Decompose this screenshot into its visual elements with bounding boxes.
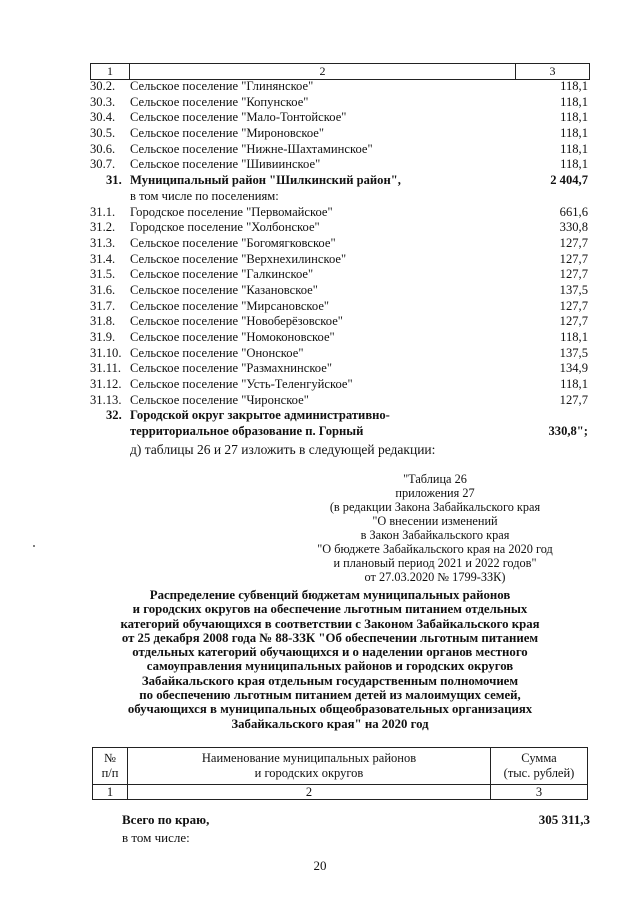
row-number: 31.	[106, 173, 122, 188]
row-name: Сельское поселение "Номоконовское"	[130, 330, 335, 344]
title-line: и городских округов на обеспечение льготным питанием отдельных	[132, 602, 528, 617]
row-value: 118,1	[560, 79, 588, 93]
row-name: Сельское поселение "Богомягковское"	[130, 235, 336, 250]
row-value: 127,7	[559, 314, 588, 329]
title-line: обучающихся в муниципальных общеобразовательных организациях	[127, 702, 533, 717]
index-col-2: 2	[130, 64, 516, 79]
row-value: 127,7	[559, 235, 588, 250]
table-row	[90, 377, 590, 393]
col-number-header	[93, 748, 128, 785]
table-row	[90, 189, 590, 205]
table-row	[90, 205, 590, 221]
page-number: 20	[313, 858, 327, 873]
table-row	[90, 346, 590, 362]
row-name: территориальное образование п. Горный	[130, 424, 364, 439]
row-value: 137,5	[559, 282, 588, 297]
row-value: 661,6	[559, 204, 588, 219]
scan-speck	[33, 545, 35, 547]
table-row	[90, 299, 590, 315]
title-line: категорий обучающихся в соответствии с Законом Забайкальского края	[120, 616, 540, 631]
row-value: 134,9	[559, 361, 588, 376]
row-number: 30.3.	[90, 94, 116, 109]
table-row	[90, 173, 590, 189]
row-name: Городское поселение "Холбонское"	[130, 220, 320, 235]
col-name-line1: Наименование муниципальных районов	[201, 751, 417, 765]
row-name: Сельское поселение "Новоберёзовское"	[130, 314, 343, 329]
header-note-line: "Таблица 26	[403, 472, 467, 486]
row-name: Сельское поселение "Копунское"	[130, 94, 309, 109]
row-number: 30.7.	[90, 157, 116, 172]
table-row	[90, 361, 590, 377]
allocation-table	[90, 79, 590, 440]
row-value: 118,1	[560, 94, 588, 109]
table-row	[90, 393, 590, 409]
table-row	[90, 314, 590, 330]
col-sum-line1: Сумма	[521, 751, 557, 765]
row-number: 30.5.	[90, 126, 116, 141]
row-name: Городское поселение "Первомайское"	[130, 204, 333, 219]
including-text: в том числе:	[122, 830, 190, 845]
header-note-line: приложения 27	[395, 486, 475, 500]
table-row	[90, 424, 590, 440]
table-row	[90, 236, 590, 252]
row-number: 31.10.	[90, 345, 122, 360]
table-row	[90, 142, 590, 158]
row-number: 31.9.	[90, 330, 116, 344]
header-note-line: от 27.03.2020 № 1799-ЗЗК)	[364, 570, 506, 584]
table-row	[90, 330, 590, 346]
table-row	[90, 408, 590, 424]
row-value: 118,1	[560, 157, 588, 172]
subvention-table-header	[92, 747, 588, 800]
row-number: 31.7.	[90, 298, 116, 313]
row-number: 31.6.	[90, 282, 116, 297]
table-index-header	[90, 63, 590, 80]
row-value: 127,7	[559, 267, 588, 282]
table-row	[90, 110, 590, 126]
row-name: Городской округ закрытое административно-	[130, 408, 390, 423]
row-number: 30.4.	[90, 110, 116, 125]
index-col-1: 1	[91, 64, 130, 79]
title-line: по обеспечению льготным питанием детей из малоимущих семей,	[139, 688, 521, 703]
row-number: 31.11.	[90, 361, 122, 376]
row-name: Сельское поселение "Мирсановское"	[130, 298, 330, 313]
row-value: 118,1	[560, 377, 588, 392]
index-cell-3: 3	[491, 785, 588, 800]
header-note-line: "О внесении изменений	[372, 514, 498, 528]
total-label: Всего по краю,	[122, 812, 210, 827]
row-name: Сельское поселение "Мало-Тонтойское"	[130, 110, 347, 125]
title-line: Распределение субвенций бюджетам муниципальных районов	[149, 588, 511, 602]
row-name: Сельское поселение "Нижне-Шахтаминское"	[130, 141, 373, 156]
row-value: 330,8";	[548, 424, 588, 439]
instruction-text: д) таблицы 26 и 27 изложить в следующей редакции:	[130, 442, 436, 457]
row-number: 30.6.	[90, 141, 116, 156]
row-number: 31.5.	[90, 267, 116, 282]
col-sum-line2: (тыс. рублей)	[503, 766, 575, 780]
row-number: 31.12.	[90, 377, 122, 392]
header-note-line: и плановый период 2021 и 2022 годов"	[333, 556, 537, 570]
table-row	[90, 283, 590, 299]
title-line: Забайкальского края" на 2020 год	[231, 716, 429, 731]
table-title	[95, 588, 565, 731]
header-note-line: в Закон Забайкальского края	[360, 528, 510, 542]
row-value: 118,1	[560, 126, 588, 141]
table-row	[90, 157, 590, 173]
header-note-line: (в редакции Закона Забайкальского края	[329, 500, 541, 514]
row-name: в том числе по поселениям:	[130, 188, 279, 203]
index-cell-1: 1	[93, 785, 128, 800]
row-value: 118,1	[560, 141, 588, 156]
row-value: 118,1	[560, 330, 588, 344]
row-number: 31.1.	[90, 204, 116, 219]
table-header-note	[285, 472, 585, 584]
table-row	[90, 126, 590, 142]
title-line: от 25 декабря 2008 года № 88-ЗЗК "Об обеспечении льготным питанием	[121, 630, 539, 645]
row-value: 127,7	[559, 251, 588, 266]
index-cell-2: 2	[128, 785, 491, 800]
total-value: 305 311,3	[538, 812, 590, 827]
col-number-line1: №	[104, 751, 116, 765]
row-value: 137,5	[559, 345, 588, 360]
table-row	[90, 220, 590, 236]
table-row	[90, 95, 590, 111]
index-col-3: 3	[549, 64, 556, 78]
title-line: отдельных категорий обучающихся и о наделении органов местного	[132, 645, 528, 660]
row-name: Сельское поселение "Верхнехилинское"	[130, 251, 347, 266]
row-name: Сельское поселение "Ононское"	[130, 345, 304, 360]
row-name: Сельское поселение "Размахнинское"	[130, 361, 332, 376]
row-value: 2 404,7	[550, 173, 588, 188]
row-name: Сельское поселение "Усть-Теленгуйское"	[130, 377, 353, 392]
row-value: 330,8	[559, 220, 588, 235]
col-name-line2: и городских округов	[254, 766, 364, 780]
col-sum-header	[491, 748, 588, 785]
row-number: 31.2.	[90, 220, 116, 235]
header-note-line: "О бюджете Забайкальского края на 2020 год	[317, 542, 553, 556]
row-number: 31.8.	[90, 314, 116, 329]
col-number-line2: п/п	[101, 766, 119, 780]
row-name: Сельское поселение "Шивиинское"	[130, 157, 321, 172]
row-value: 127,7	[559, 392, 588, 407]
row-number: 30.2.	[90, 79, 116, 93]
row-number: 31.3.	[90, 235, 116, 250]
row-name: Сельское поселение "Казановское"	[130, 282, 318, 297]
row-name: Сельское поселение "Глинянское"	[130, 79, 314, 93]
col-name-header	[128, 748, 491, 785]
row-name: Сельское поселение "Чиронское"	[130, 392, 309, 407]
row-value: 127,7	[559, 298, 588, 313]
row-name: Муниципальный район "Шилкинский район",	[130, 173, 401, 188]
title-line: Забайкальского края отдельным государственным полномочием	[141, 673, 519, 688]
row-name: Сельское поселение "Галкинское"	[130, 267, 314, 282]
title-line: самоуправления муниципальных районов и городских округов	[146, 659, 514, 674]
row-number: 31.13.	[90, 392, 122, 407]
row-value: 118,1	[560, 110, 588, 125]
row-name: Сельское поселение "Мироновское"	[130, 126, 325, 141]
table-row	[90, 79, 590, 95]
table-row	[90, 252, 590, 268]
row-number: 31.4.	[90, 251, 116, 266]
row-number: 32.	[106, 408, 122, 423]
table-row	[90, 267, 590, 283]
